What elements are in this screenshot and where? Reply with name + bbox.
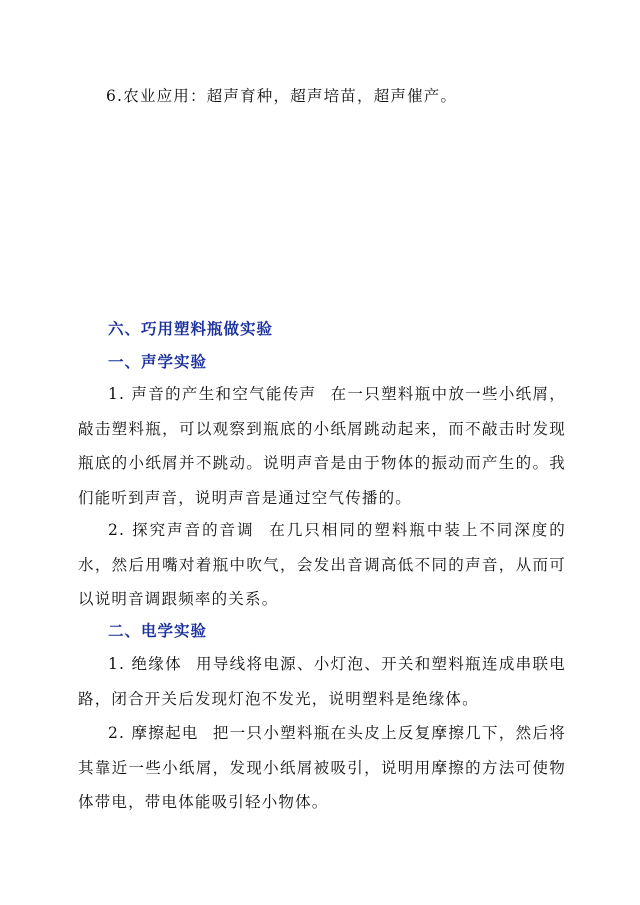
acoustics-item-1 xyxy=(78,377,566,515)
acoustics-heading: 一、声学实验 xyxy=(108,353,208,371)
section-title: 六、巧用塑料瓶做实验 xyxy=(108,320,274,338)
electricity-item-2-body: 把一只小塑料瓶在头皮上反复摩擦几下，然后将其靠近一些小纸屑，发现小纸屑被吸引，说明用摩擦的方法可使物体带电，带电体能吸引轻小物体。 xyxy=(78,724,566,811)
acoustics-item-2-body: 在几只相同的塑料瓶中装上不同深度的水，然后用嘴对着瓶中吹气，会发出音调高低不同的声音，从而可以说明音调跟频率的关系。 xyxy=(78,521,566,608)
electricity-heading: 二、电学实验 xyxy=(108,622,208,640)
electricity-item-1 xyxy=(78,647,566,716)
electricity-item-1-body: 用导线将电源、小灯泡、开关和塑料瓶连成串联电路，闭合开关后发现灯泡不发光，说明塑料是绝缘体。 xyxy=(78,655,566,708)
agriculture-application-line: 6.农业应用：超声育种，超声培苗，超声催产。 xyxy=(106,87,458,105)
acoustics-item-2-title: 2. 探究声音的音调 xyxy=(108,521,255,539)
acoustics-item-1-title: 1. 声音的产生和空气能传声 xyxy=(108,385,317,403)
electricity-item-2-title: 2. 摩擦起电 xyxy=(108,724,199,742)
acoustics-item-2 xyxy=(78,513,566,617)
electricity-item-1-title: 1. 绝缘体 xyxy=(108,655,182,673)
acoustics-item-1-body: 在一只塑料瓶中放一些小纸屑，敲击塑料瓶，可以观察到瓶底的小纸屑跳动起来，而不敲击时发现瓶底的小纸屑并不跳动。说明声音是由于物体的振动而产生的。我们能听到声音，说明声音是通过空气传播的。 xyxy=(78,385,566,507)
electricity-item-2 xyxy=(78,716,566,820)
